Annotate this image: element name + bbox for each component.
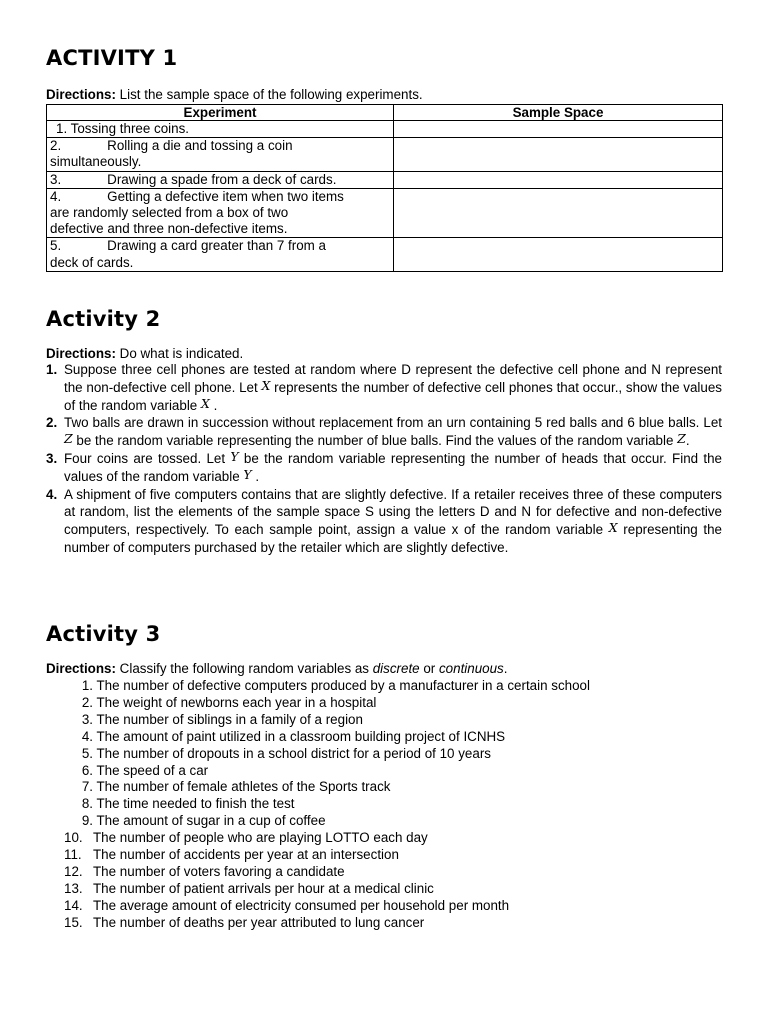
item-text: . <box>685 433 690 449</box>
row-number: 4. <box>50 188 62 204</box>
row-text: Drawing a card greater than 7 from a <box>107 238 326 254</box>
list-item <box>64 813 590 830</box>
activity3-list <box>64 678 590 932</box>
activity2-directions-text: Do what is indicated. <box>115 346 244 361</box>
list-item <box>64 763 590 780</box>
item-number: 2. <box>81 694 93 710</box>
item-number: 15. <box>64 914 83 930</box>
item-text: . <box>251 468 260 484</box>
item-number: 8. <box>81 796 93 812</box>
item-number: 10. <box>64 830 83 846</box>
activity3-directions-period: . <box>503 661 508 676</box>
list-item <box>46 414 722 450</box>
table-row <box>47 188 723 238</box>
list-item <box>46 486 722 557</box>
item-text: The amount of sugar in a cup of coffee <box>96 813 326 829</box>
item-text: The number of accidents per year at an intersection <box>93 847 399 863</box>
variable-y: Y <box>230 448 239 464</box>
variable-x: X <box>261 377 271 393</box>
list-item <box>64 881 590 898</box>
activity2-heading: Activity 2 <box>46 307 161 331</box>
list-item <box>64 847 590 864</box>
item-text: The weight of newborns each year in a hospital <box>96 694 377 710</box>
table-row <box>47 238 723 271</box>
experiment-cell <box>47 238 394 271</box>
item-text: Two balls are drawn in succession without replacement from an urn containing 5 red balls and 6 blue balls. Let <box>64 415 722 431</box>
sample-space-cell <box>394 121 723 138</box>
item-text: represents the number of defective cell phones that occur., show the values of the random variable <box>64 379 723 413</box>
variable-y: Y <box>243 466 252 482</box>
experiment-cell <box>47 188 394 238</box>
experiment-cell <box>47 121 394 138</box>
item-text: The number of patient arrivals per hour at a medical clinic <box>93 880 434 896</box>
experiment-header: Experiment <box>47 105 394 121</box>
item-number: 12. <box>64 863 83 879</box>
item-text: The number of siblings in a family of a region <box>96 711 363 727</box>
list-item <box>64 830 590 847</box>
item-number: 11. <box>64 847 82 863</box>
row-text-line3: defective and three non-defective items. <box>50 221 288 237</box>
item-text: The number of deaths per year attributed to lung cancer <box>93 914 425 930</box>
activity3-directions-or: or <box>419 661 439 676</box>
list-item <box>46 361 722 414</box>
item-text: be the random variable representing the number of heads that occur. Find the values of the random variable <box>64 450 722 484</box>
item-number: 4. <box>81 728 93 744</box>
item-number: 1. <box>81 678 93 693</box>
item-number: 3. <box>81 711 93 727</box>
variable-z: Z <box>677 431 686 447</box>
list-item <box>64 729 590 746</box>
row-text-line2: deck of cards. <box>50 254 134 270</box>
list-item <box>64 712 590 729</box>
activity3-directions-label: Directions: <box>46 661 116 676</box>
activity3-directions <box>46 661 508 677</box>
item-number: 2. <box>46 415 58 431</box>
item-number: 4. <box>46 486 58 502</box>
continuous-term: continuous <box>438 661 504 676</box>
item-text: representing the number of computers purchased by the retailer which are slightly defective. <box>64 522 723 555</box>
list-item <box>64 898 590 915</box>
variable-x: X <box>200 395 210 411</box>
item-text: The speed of a car <box>96 762 209 778</box>
row-number: 5. <box>50 238 62 254</box>
item-text: The number of dropouts in a school district for a period of 10 years <box>96 745 491 761</box>
list-item <box>64 864 590 881</box>
table-header-row <box>47 105 723 121</box>
activity2-directions <box>46 346 243 362</box>
item-number: 6. <box>81 762 93 778</box>
item-text: The number of voters favoring a candidate <box>93 863 345 879</box>
item-text: A shipment of five computers contains that are slightly defective. If a retailer receives three of these computers at random, list the elements of the sample space S using the letters D and N for defective and non-defective computers, respectively. To each sample point, assign a value x of the random variable <box>64 486 722 538</box>
row-text: Getting a defective item when two items <box>107 188 344 204</box>
list-item <box>64 746 590 763</box>
table-row <box>47 121 723 138</box>
variable-z: Z <box>64 431 73 447</box>
row-number: 1. <box>56 121 68 136</box>
sample-space-cell <box>394 238 723 271</box>
list-item <box>64 695 590 712</box>
sample-space-cell <box>394 138 723 171</box>
table-row <box>47 171 723 188</box>
item-text: Suppose three cell phones are tested at random where D represent the defective cell phone and N represent the non-defective cell phone. Let <box>64 362 722 395</box>
item-text: The average amount of electricity consumed per household per month <box>93 897 510 913</box>
item-number: 3. <box>46 450 58 466</box>
experiment-cell <box>47 171 394 188</box>
item-text: be the random variable representing the number of blue balls. Find the values of the random variable <box>72 433 678 449</box>
item-text: The time needed to finish the test <box>96 796 295 812</box>
item-number: 7. <box>81 779 93 795</box>
item-number: 1. <box>46 362 58 377</box>
item-number: 9. <box>81 813 93 829</box>
list-item <box>64 678 590 695</box>
activity3-heading: Activity 3 <box>46 622 161 646</box>
row-number: 3. <box>50 171 62 187</box>
variable-x: X <box>608 520 618 536</box>
activity2-directions-label: Directions: <box>46 346 116 361</box>
item-text: . <box>209 397 218 413</box>
row-text: Rolling a die and tossing a coin <box>107 138 293 154</box>
activity2-list <box>46 361 722 557</box>
item-text: The number of people who are playing LOTTO each day <box>93 830 428 846</box>
sample-space-cell <box>394 171 723 188</box>
list-item <box>46 450 722 486</box>
row-text: Tossing three coins. <box>70 121 190 136</box>
sample-space-table <box>46 104 723 272</box>
sample-space-cell <box>394 188 723 238</box>
item-text: The amount of paint utilized in a classroom building project of ICNHS <box>96 728 506 744</box>
list-item <box>64 796 590 813</box>
discrete-term: discrete <box>372 661 420 676</box>
activity1-directions-text: List the sample space of the following experiments. <box>115 87 423 102</box>
row-text-line2: are randomly selected from a box of two <box>50 205 289 221</box>
item-number: 13. <box>64 880 83 896</box>
activity1-directions-label: Directions: <box>46 87 116 102</box>
activity1-directions <box>46 87 423 103</box>
experiment-cell <box>47 138 394 171</box>
row-text-line2: simultaneously. <box>50 154 142 170</box>
activity3-directions-text: Classify the following random variables as <box>115 661 373 676</box>
row-number: 2. <box>50 138 62 154</box>
item-number: 14. <box>64 897 83 913</box>
sample-space-header: Sample Space <box>394 105 723 121</box>
list-item <box>64 915 590 932</box>
row-text: Drawing a spade from a deck of cards. <box>107 171 337 187</box>
table-row <box>47 138 723 171</box>
item-number: 5. <box>81 745 93 761</box>
item-text: The number of defective computers produced by a manufacturer in a certain school <box>96 678 590 693</box>
activity1-heading: ACTIVITY 1 <box>46 46 178 70</box>
item-text: The number of female athletes of the Sports track <box>96 779 391 795</box>
list-item <box>64 779 590 796</box>
item-text: Four coins are tossed. Let <box>64 450 231 466</box>
